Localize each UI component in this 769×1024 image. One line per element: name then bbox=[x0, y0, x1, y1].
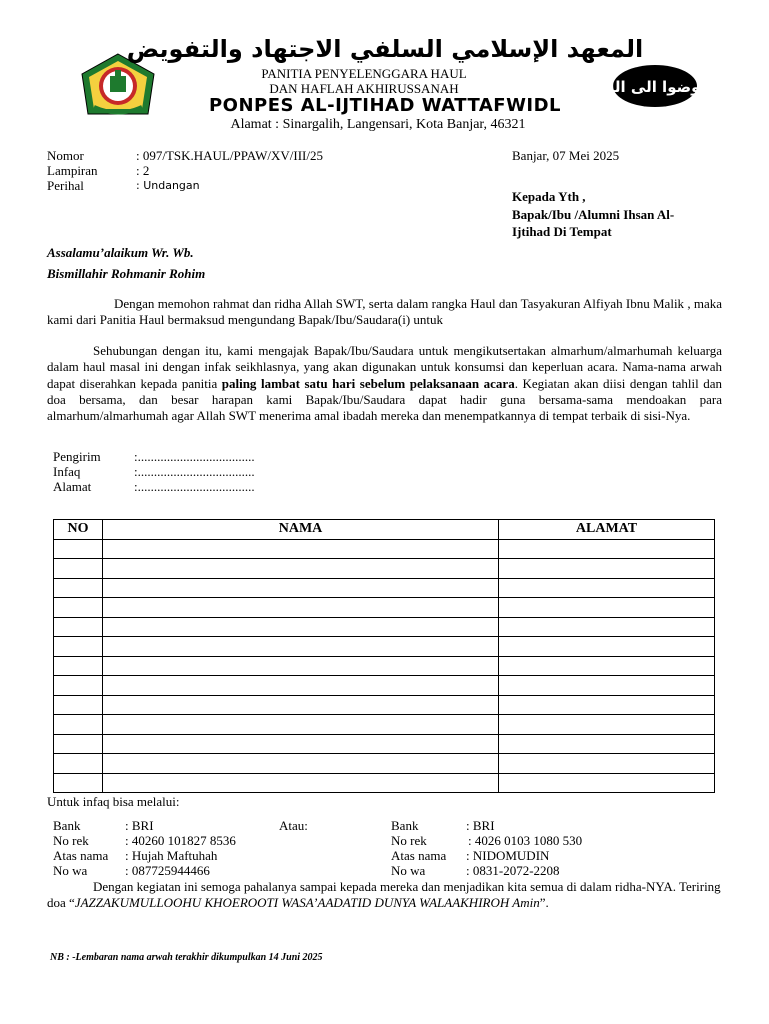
alamat-cell bbox=[499, 773, 715, 793]
nama-cell bbox=[103, 773, 499, 793]
no-cell bbox=[54, 617, 103, 637]
closing-text-b: ”. bbox=[539, 895, 549, 911]
right-bank-label: Bank bbox=[391, 818, 419, 833]
svg-text:فوضوا الى الله: فوضوا الى الله bbox=[599, 78, 711, 96]
payment-intro: Untuk infaq bisa melalui: bbox=[47, 794, 180, 809]
no-cell bbox=[54, 656, 103, 676]
right-atasnama-value: : NIDOMUDIN bbox=[466, 848, 550, 863]
left-norek-value: : 40260 101827 8536 bbox=[125, 833, 236, 848]
alamat-cell bbox=[499, 676, 715, 696]
no-cell bbox=[54, 598, 103, 618]
left-atasnama-value: : Hujah Maftuhah bbox=[125, 848, 218, 863]
body-paragraph-1: Dengan memohon rahmat dan ridha Allah SWT, serta dalam rangka Haul dan Tasyakuran Alfiyah Ibnu Malik , maka kami dari Panitia Haul bermaksud mengundang Bapak/Ibu/Saudara(i) untuk bbox=[47, 296, 722, 328]
header-alamat: ALAMAT bbox=[499, 520, 715, 540]
lampiran-value: : 2 bbox=[136, 163, 150, 178]
nb-note: NB : -Lembaran nama arwah terakhir dikumpulkan 14 Juni 2025 bbox=[50, 952, 323, 963]
nama-cell bbox=[103, 676, 499, 696]
committee-line-2: DAN HAFLAH AKHIRUSSANAH bbox=[269, 81, 459, 96]
left-bank-value: : BRI bbox=[125, 818, 154, 833]
table-row bbox=[54, 637, 715, 657]
nama-cell bbox=[103, 715, 499, 735]
no-cell bbox=[54, 715, 103, 735]
alamat-cell bbox=[499, 578, 715, 598]
pengirim-label: Pengirim bbox=[53, 449, 101, 464]
alamat-cell bbox=[499, 656, 715, 676]
left-nowa-value: : 087725944466 bbox=[125, 863, 210, 878]
table-row bbox=[54, 715, 715, 735]
nama-cell bbox=[103, 754, 499, 774]
body-paragraph-2 bbox=[47, 343, 722, 424]
no-cell bbox=[54, 676, 103, 696]
body-paragraph-2-b: . Kegiatan akan diisi dengan tahlil dan doa bersama, dan besar harapan kami Bapak/Ibu/Saudara dapat hadir guna bersama-sama mendoakan para almarhum/almarhumah agar Allah SWT menerima amal ibadah mereka dan menempatkannya di tempat terbaik di sisi-Nya. bbox=[47, 375, 722, 424]
right-norek-value: : 4026 0103 1080 530 bbox=[468, 833, 583, 848]
alamat-label: Alamat bbox=[53, 479, 92, 494]
no-cell bbox=[54, 695, 103, 715]
table-row bbox=[54, 559, 715, 579]
header-nama: NAMA bbox=[103, 520, 499, 540]
salam: Assalamu’alaikum Wr. Wb. bbox=[47, 245, 194, 260]
pengirim-field: :.................................... bbox=[134, 449, 255, 464]
organization-address: Alamat : Sinargalih, Langensari, Kota Banjar, 46321 bbox=[230, 117, 526, 132]
closing-doa: JAZZAKUMULLOOHU KHOEROOTI WASA’AADATID DUNYA WALAAKHIROH Amin bbox=[74, 895, 540, 911]
closing-paragraph bbox=[47, 879, 722, 912]
alamat-cell bbox=[499, 539, 715, 559]
committee-line-1: PANITIA PENYELENGGARA HAUL bbox=[261, 66, 467, 81]
alamat-cell bbox=[499, 695, 715, 715]
no-cell bbox=[54, 637, 103, 657]
no-cell bbox=[54, 539, 103, 559]
alamat-cell bbox=[499, 754, 715, 774]
perihal-value: : Undangan bbox=[136, 179, 200, 192]
right-nowa-label: No wa bbox=[391, 863, 426, 878]
table-row bbox=[54, 734, 715, 754]
no-cell bbox=[54, 773, 103, 793]
left-bank-label: Bank bbox=[53, 818, 81, 833]
alamat-cell bbox=[499, 734, 715, 754]
nama-cell bbox=[103, 578, 499, 598]
left-nowa-label: No wa bbox=[53, 863, 88, 878]
nomor-label: Nomor bbox=[47, 148, 84, 163]
no-cell bbox=[54, 754, 103, 774]
left-norek-label: No rek bbox=[53, 833, 89, 848]
alamat-cell bbox=[499, 617, 715, 637]
table-row bbox=[54, 676, 715, 696]
table-row bbox=[54, 656, 715, 676]
perihal-label: Perihal bbox=[47, 178, 84, 193]
table-header-row bbox=[54, 520, 715, 540]
alamat-cell bbox=[499, 598, 715, 618]
closing-text-a: Dengan kegiatan ini semoga pahalanya sampai kepada mereka dan menjadikan kita semua di dalam ridha-NYA. Teriring doa “ bbox=[47, 879, 721, 911]
alamat-cell bbox=[499, 559, 715, 579]
nama-cell bbox=[103, 539, 499, 559]
table-row bbox=[54, 754, 715, 774]
alamat-cell bbox=[499, 637, 715, 657]
no-cell bbox=[54, 734, 103, 754]
body-paragraph-2-a: Sehubungan dengan itu, kami mengajak Bapak/Ibu/Saudara untuk mengikutsertakan almarhum/almarhumah keluarga dalam haul masal ini dengan infak seikhlasnya, yang akan digunakan untuk konsumsi dan keperluan acara. Nama-nama arwah dapat diserahkan kepada panitia bbox=[47, 343, 722, 391]
body-paragraph-2-bold: paling lambat satu hari sebelum pelaksanaan acara bbox=[221, 375, 515, 391]
basmalah: Bismillahir Rohmanir Rohim bbox=[47, 266, 206, 281]
table-row bbox=[54, 578, 715, 598]
right-atasnama-label: Atas nama bbox=[391, 848, 447, 863]
table-body bbox=[54, 539, 715, 793]
nama-cell bbox=[103, 559, 499, 579]
nama-cell bbox=[103, 695, 499, 715]
nama-cell bbox=[103, 598, 499, 618]
table-row bbox=[54, 773, 715, 793]
names-table bbox=[53, 519, 715, 793]
svg-text:المعهد الإسلامي السلفي الاجتها: المعهد الإسلامي السلفي الاجتهاد والتفويض bbox=[126, 35, 644, 63]
infaq-field: :.................................... bbox=[134, 464, 255, 479]
table-row bbox=[54, 539, 715, 559]
alamat-cell bbox=[499, 715, 715, 735]
infaq-label: Infaq bbox=[53, 464, 81, 479]
right-bank-value: : BRI bbox=[466, 818, 495, 833]
nama-cell bbox=[103, 617, 499, 637]
table-row bbox=[54, 598, 715, 618]
letter-date: Banjar, 07 Mei 2025 bbox=[512, 148, 620, 163]
calligraphy-emblem bbox=[599, 64, 711, 108]
payment-atau: Atau: bbox=[279, 818, 308, 833]
lampiran-label: Lampiran bbox=[47, 163, 98, 178]
recipient-line-2: Bapak/Ibu /Alumni Ihsan Al- bbox=[512, 207, 675, 222]
header-no: NO bbox=[54, 520, 103, 540]
nama-cell bbox=[103, 656, 499, 676]
nomor-value: : 097/TSK.HAUL/PPAW/XV/III/25 bbox=[136, 148, 323, 163]
nama-cell bbox=[103, 734, 499, 754]
recipient-line-1: Kepada Yth , bbox=[512, 189, 586, 204]
alamat-field: :.................................... bbox=[134, 479, 255, 494]
organization-name: PONPES AL-IJTIHAD WATTAFWIDL bbox=[208, 95, 562, 116]
table-row bbox=[54, 695, 715, 715]
nama-cell bbox=[103, 637, 499, 657]
right-norek-label: No rek bbox=[391, 833, 427, 848]
right-nowa-value: : 0831-2072-2208 bbox=[466, 863, 560, 878]
table-row bbox=[54, 617, 715, 637]
left-atasnama-label: Atas nama bbox=[53, 848, 109, 863]
no-cell bbox=[54, 578, 103, 598]
arabic-title bbox=[126, 33, 644, 63]
no-cell bbox=[54, 559, 103, 579]
recipient-line-3: Ijtihad Di Tempat bbox=[512, 224, 612, 239]
